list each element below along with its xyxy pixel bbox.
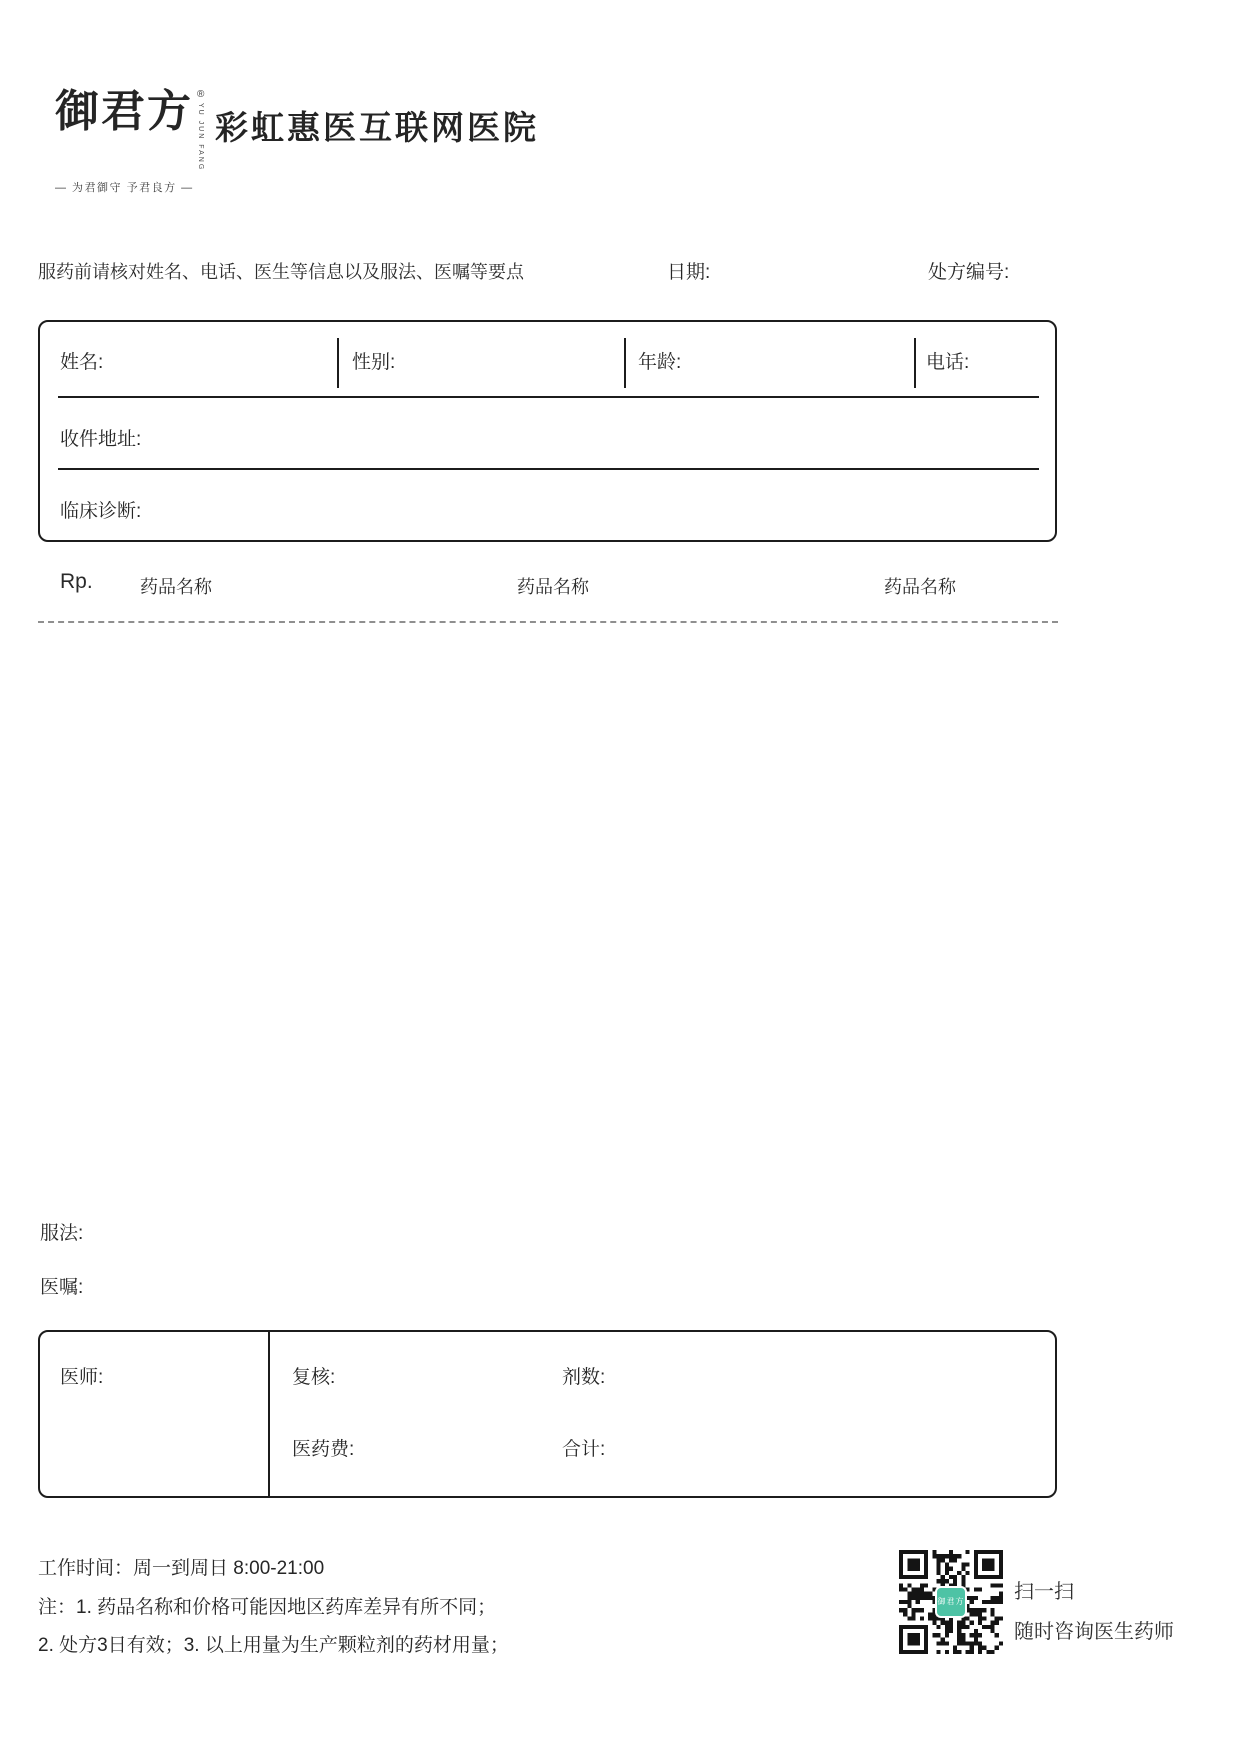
address-field-label: 收件地址: (60, 429, 142, 450)
phone-field-label: 电话: (926, 352, 970, 373)
rx-number-label: 处方编号: (928, 262, 1010, 283)
brand-tagline: — 为君御守 予君良方 — (55, 182, 194, 195)
dose-count-field-label: 剂数: (562, 1367, 606, 1388)
note-line-2: 2. 处方3日有效；3. 以上用量为生产颗粒剂的药材用量； (38, 1635, 509, 1656)
name-field-label: 姓名: (60, 352, 104, 373)
work-hours: 工作时间：周一到周日 8:00-21:00 (38, 1558, 325, 1579)
advice-label: 医嘱: (40, 1277, 84, 1298)
field-divider (914, 338, 916, 388)
prescription-content-area (38, 630, 1058, 1200)
diagnosis-field-label: 临床诊断: (60, 501, 142, 522)
gender-field-label: 性别: (352, 352, 396, 373)
field-divider (624, 338, 626, 388)
check-reminder: 服药前请核对姓名、电话、医生等信息以及服法、医嘱等要点 (38, 262, 524, 282)
brand-logo (55, 87, 205, 195)
medicine-fee-field-label: 医药费: (292, 1439, 355, 1460)
doctor-field-label: 医师: (60, 1367, 104, 1388)
total-field-label: 合计: (562, 1439, 606, 1460)
scan-cta: 扫一扫 (1014, 1581, 1074, 1603)
date-label: 日期: (667, 262, 711, 283)
signoff-box (38, 1330, 1057, 1498)
drug-column-header: 药品名称 (884, 577, 956, 597)
patient-info-box (38, 320, 1057, 542)
rp-label: Rp. (60, 570, 93, 593)
drug-column-header: 药品名称 (140, 577, 212, 597)
note-line-1: 注：1. 药品名称和价格可能因地区药库差异有所不同； (38, 1597, 497, 1618)
drug-column-header: 药品名称 (517, 577, 589, 597)
qr-center-logo: 御君方 (935, 1586, 967, 1618)
review-field-label: 复核: (292, 1367, 336, 1388)
row-divider (58, 396, 1039, 398)
hospital-name: 彩虹惠医互联网医院 (215, 109, 539, 146)
brand-pinyin: YU JUN FANG (197, 103, 205, 172)
signoff-divider (268, 1332, 270, 1496)
rx-dashed-divider (38, 621, 1058, 623)
row-divider (58, 468, 1039, 470)
brand-name: 御君方 (55, 87, 193, 136)
usage-label: 服法: (40, 1223, 84, 1244)
age-field-label: 年龄: (638, 352, 682, 373)
scan-subtitle: 随时咨询医生药师 (1014, 1621, 1174, 1643)
registered-trademark-icon: ® (197, 89, 205, 100)
field-divider (337, 338, 339, 388)
